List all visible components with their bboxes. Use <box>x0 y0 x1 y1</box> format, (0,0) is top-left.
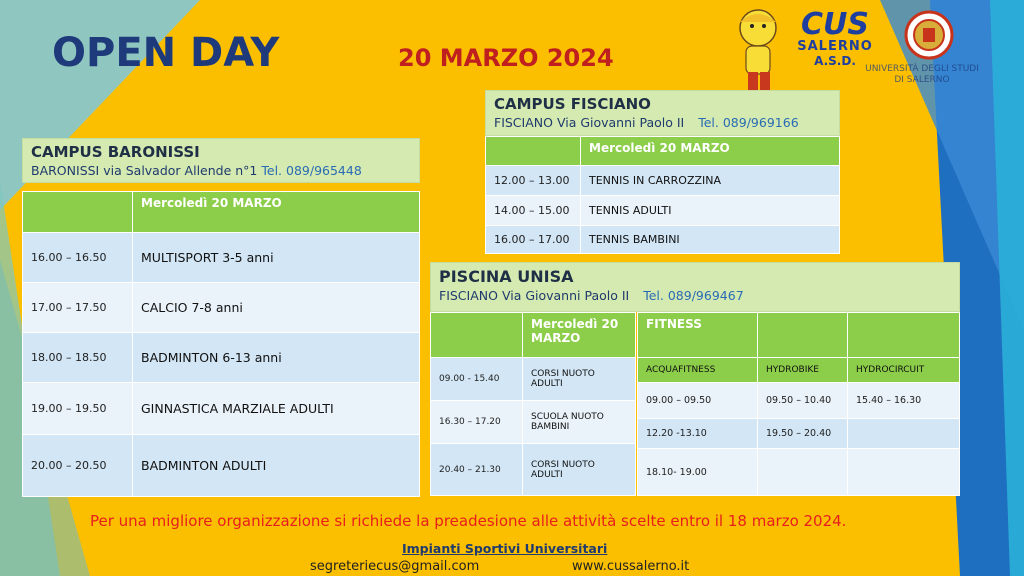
cus-logo <box>785 7 885 68</box>
piscina-address <box>439 288 951 303</box>
table-row <box>486 196 840 226</box>
row-time: 12.00 – 13.00 <box>486 166 581 196</box>
fitness-cell: 15.40 – 16.30 <box>848 383 960 419</box>
fitness-cell: 12.20 -13.10 <box>638 419 758 449</box>
preregistration-note: Per una migliore organizzazione si richiede la preadesione alle attività scelte entro il 18 marzo 2024. <box>90 512 847 530</box>
table-header-row <box>431 313 636 358</box>
row-time: 16.00 – 16.50 <box>23 233 133 283</box>
table-row <box>638 449 960 496</box>
fitness-header: FITNESS <box>638 313 758 358</box>
table-row <box>638 383 960 419</box>
fitness-cell: 18.10- 19.00 <box>638 449 758 496</box>
baronissi-header <box>22 138 420 183</box>
row-activity: GINNASTICA MARZIALE ADULTI <box>133 383 420 435</box>
row-time: 19.00 – 19.50 <box>23 383 133 435</box>
baronissi-address-text: BARONISSI via Salvador Allende n°1 <box>31 163 258 178</box>
fitness-cell: 09.00 – 09.50 <box>638 383 758 419</box>
row-activity: TENNIS ADULTI <box>581 196 840 226</box>
fitness-cell <box>848 449 960 496</box>
row-activity: CALCIO 7-8 anni <box>133 283 420 333</box>
venue-label: Impianti Sportivi Universitari <box>402 541 608 556</box>
table-row <box>23 435 420 497</box>
fisciano-header <box>485 90 840 136</box>
fitness-header-empty <box>848 313 960 358</box>
table-header-day: Mercoledì 20 MARZO <box>133 192 420 233</box>
fitness-col-acquafitness: ACQUAFITNESS <box>638 358 758 383</box>
university-name: UNIVERSITÀ DEGLI STUDI DI SALERNO <box>865 64 979 85</box>
table-header-time <box>431 313 523 358</box>
piscina-fitness-table <box>637 312 960 496</box>
table-row <box>23 333 420 383</box>
baronissi-schedule-table <box>22 191 420 497</box>
fisciano-address-text: FISCIANO Via Giovanni Paolo II <box>494 115 685 130</box>
row-time: 20.40 – 21.30 <box>431 444 523 496</box>
table-row <box>486 226 840 254</box>
table-row <box>431 444 636 496</box>
fitness-subheader-row <box>638 358 960 383</box>
table-header-time <box>23 192 133 233</box>
row-time: 20.00 – 20.50 <box>23 435 133 497</box>
table-row <box>431 401 636 444</box>
page-title: OPEN DAY <box>52 30 280 76</box>
table-row <box>486 166 840 196</box>
row-activity: SCUOLA NUOTO BAMBINI <box>523 401 636 444</box>
table-row <box>23 233 420 283</box>
fisciano-tel: Tel. 089/969166 <box>698 115 799 130</box>
fisciano-schedule-table <box>485 136 840 254</box>
row-activity: CORSI NUOTO ADULTI <box>523 444 636 496</box>
table-row <box>638 419 960 449</box>
table-row <box>23 383 420 435</box>
table-row <box>431 358 636 401</box>
row-activity: TENNIS IN CARROZZINA <box>581 166 840 196</box>
table-row <box>23 283 420 333</box>
fitness-cell <box>758 449 848 496</box>
piscina-header <box>430 262 960 312</box>
piscina-address-text: FISCIANO Via Giovanni Paolo II <box>439 288 630 303</box>
university-seal-icon <box>904 10 954 60</box>
fitness-col-hydrocircuit: HYDROCIRCUIT <box>848 358 960 383</box>
row-activity: CORSI NUOTO ADULTI <box>523 358 636 401</box>
row-activity: TENNIS BAMBINI <box>581 226 840 254</box>
fisciano-name: CAMPUS FISCIANO <box>494 95 651 113</box>
baronissi-name: CAMPUS BARONISSI <box>31 143 200 161</box>
table-header-row <box>23 192 420 233</box>
email-link[interactable]: segreteriecus@gmail.com <box>310 559 480 574</box>
row-time: 16.00 – 17.00 <box>486 226 581 254</box>
piscina-name: PISCINA UNISA <box>439 267 574 286</box>
fitness-header-empty <box>758 313 848 358</box>
table-header-time <box>486 137 581 166</box>
fitness-col-hydrobike: HYDROBIKE <box>758 358 848 383</box>
fitness-cell <box>848 419 960 449</box>
table-header-day: Mercoledì 20 MARZO <box>581 137 840 166</box>
row-activity: BADMINTON ADULTI <box>133 435 420 497</box>
table-header-row <box>486 137 840 166</box>
row-activity: BADMINTON 6-13 anni <box>133 333 420 383</box>
row-time: 09.00 - 15.40 <box>431 358 523 401</box>
website-link[interactable]: www.cussalerno.it <box>572 559 690 574</box>
fitness-cell: 19.50 – 20.40 <box>758 419 848 449</box>
event-date: 20 MARZO 2024 <box>398 44 614 72</box>
piscina-tel: Tel. 089/969467 <box>643 288 744 303</box>
cus-logo-city: SALERNO <box>797 39 873 54</box>
row-time: 18.00 – 18.50 <box>23 333 133 383</box>
row-time: 17.00 – 17.50 <box>23 283 133 333</box>
cus-logo-name: CUS <box>801 7 869 42</box>
piscina-nuoto-table <box>430 312 636 496</box>
table-header-row <box>638 313 960 358</box>
row-time: 16.30 – 17.20 <box>431 401 523 444</box>
baronissi-address <box>31 163 411 178</box>
fisciano-address <box>494 115 831 130</box>
baronissi-tel: Tel. 089/965448 <box>261 163 362 178</box>
table-header-day: Mercoledì 20 MARZO <box>523 313 636 358</box>
cus-logo-asd: A.S.D. <box>814 54 856 68</box>
fitness-cell: 09.50 – 10.40 <box>758 383 848 419</box>
row-time: 14.00 – 15.00 <box>486 196 581 226</box>
row-activity: MULTISPORT 3-5 anni <box>133 233 420 283</box>
